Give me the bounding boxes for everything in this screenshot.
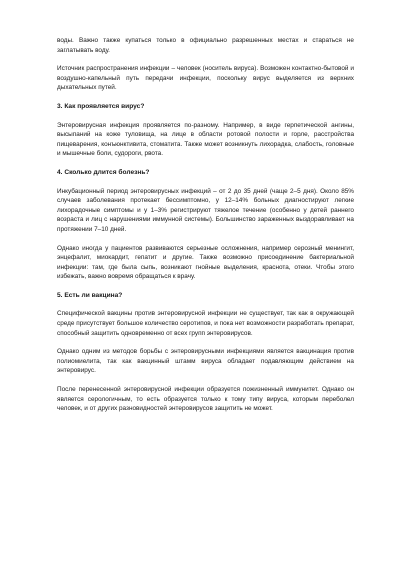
document-page — [57, 36, 354, 423]
paragraph: Источник распространения инфекции – человек (носитель вируса). Возможен контактно-бытовой и воздушно-капельный путь передачи инфекции, поскольку вирус выделяется из верхних дыхательных путей. — [57, 65, 354, 92]
paragraph: Однако иногда у пациентов развиваются серьезные осложнения, например серозный менингит, энцефалит, миокардит, гепатит и другие. Также возможно присоединение бактериальной инфекции: там, где была сыпь, возникают гнойные выделения, краснота, отеки. Чтобы этого избежать, важно вовремя обращаться к врачу. — [57, 244, 354, 281]
paragraph: Однако одним из методов борьбы с энтеровирусными инфекциями является вакцинация против полиомиелита, так как вакцинный штамм вируса обладает подавляющим действием на энтеровирус. — [57, 348, 354, 375]
section-heading: 5. Есть ли вакцина? — [57, 291, 123, 299]
section-heading: 3. Как проявляется вирус? — [57, 102, 145, 110]
paragraph: воды. Важно также купаться только в официально разрешенных местах и стараться не заглатывать воду. — [57, 37, 354, 54]
paragraph: После перенесенной энтеровирусной инфекции образуется пожизненный иммунитет. Однако он является серологичным, то есть образуется только к тому типу вируса, которым переболел человек, и от других разновидностей энтеровирусов защитить не может. — [57, 386, 354, 413]
section-heading: 4. Сколько длится болезнь? — [57, 168, 150, 176]
paragraph: Специфической вакцины против энтеровирусной инфекции не существует, так как в окружающей среде присутствует большое количество серотипов, и пока нет возможности разработать препарат, способный защитить одновременно от всех групп энтеровирусов. — [57, 310, 354, 337]
paragraph: Энтеровирусная инфекция проявляется по-разному. Например, в виде герпетической ангины, высыпаний на коже туловища, на лице в области ротовой полости и горле, расстройства пищеварения, конъюнктивита, стоматита. Также может возникнуть лихорадка, слабость, головные и мышечные боли, судороги, рвота. — [57, 121, 354, 158]
paragraph: Инкубационный период энтеровирусных инфекций – от 2 до 35 дней (чаще 2–5 дня). Около 85% случаев заболевания протекает бессимптомно, у 12–14% больных диагностируют легкие лихорадочные симптомы и у 1–3% регистрируют тяжелое течение (особенно у детей раннего возраста и лиц с нарушениями иммунной системы). Большинство зараженных выздоравливает на протяжении 7–10 дней. — [57, 187, 354, 233]
